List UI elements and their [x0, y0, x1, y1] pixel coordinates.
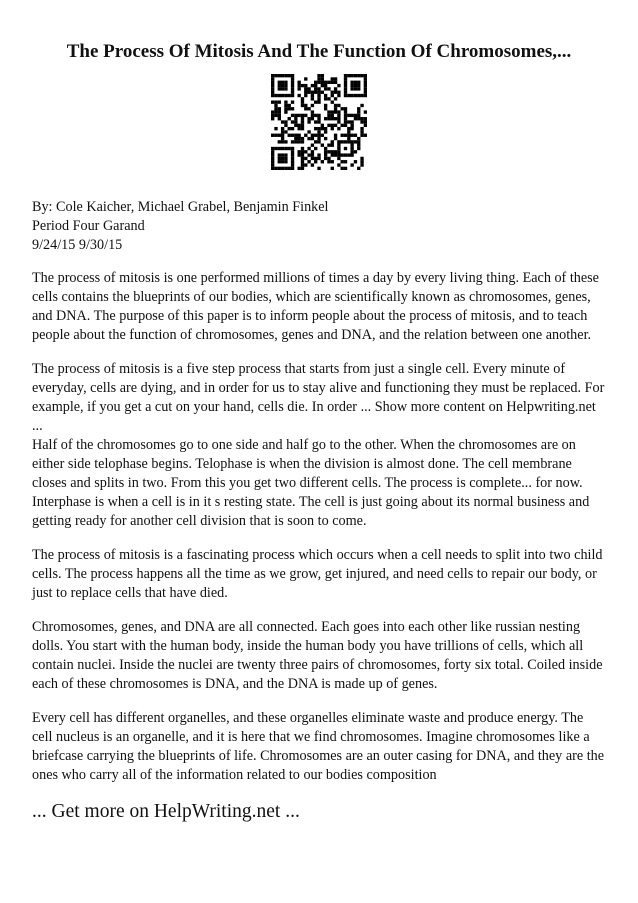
paragraph-mitosis-steps: The process of mitosis is a five step process that starts from just a single cell. Every minute of everyday, cells are dying, and in order for us to stay alive and functioning they must be replaced. For example, if you get a cut on your hand, cells die. In order ... Show more content on Helpwriting.net ...	[32, 361, 605, 434]
paragraph-chromosomes-genes-dna: Chromosomes, genes, and DNA are all connected. Each goes into each other like russian nesting dolls. You start with the human body, inside the human body you have trillions of cells, which all contain nuclei. Inside the nuclei are twenty three pairs of chromosomes, forty six total. Coiled inside each of these chromosomes is DNA, and the DNA is made up of genes.	[32, 619, 603, 692]
period-line: Period Four Garand	[32, 218, 145, 234]
paragraph-fascinating-process: The process of mitosis is a fascinating process which occurs when a cell needs to split into two child cells. The process happens all the time as we grow, get injured, and need cells to repair our body, or just to replace cells that have died.	[32, 547, 603, 601]
paragraph-telophase: Half of the chromosomes go to one side and half go to the other. When the chromosomes are on either side telophase begins. Telophase is when the division is almost done. The cell membrane closes and splits in two. From this you get two different cells. The process is complete... for now. Interphase is when a cell is in it s resting state. The cell is just going about its normal business and getting ready for another cell division that is soon to come.	[32, 437, 590, 529]
document-title: The Process Of Mitosis And The Function Of Chromosomes,...	[66, 41, 572, 62]
authors-line: By: Cole Kaicher, Michael Grabel, Benjamin Finkel	[32, 199, 329, 215]
paragraph-intro: The process of mitosis is one performed millions of times a day by every living thing. Each of these cells contains the blueprints of our bodies, which are scientifically known as chromosomes, genes, and DNA. The purpose of this paper is to inform people about the process of mitosis, and to teach people about the function of chromosomes, genes and DNA, and the relation between one another.	[32, 270, 599, 343]
dates-line: 9/24/15 9/30/15	[32, 237, 123, 253]
qr-code-container	[32, 74, 606, 170]
byline	[32, 198, 606, 255]
qr-code-icon[interactable]	[271, 74, 367, 170]
get-more-link[interactable]: ... Get more on HelpWriting.net ...	[32, 801, 300, 822]
paragraph-organelles: Every cell has different organelles, and these organelles eliminate waste and produce energy. The cell nucleus is an organelle, and it is here that we find chromosomes. Imagine chromosomes like a briefcase carrying the blueprints of life. Chromosomes are an outer casing for DNA, and they are the ones who carry all of the information related to our bodies composition	[32, 710, 605, 783]
